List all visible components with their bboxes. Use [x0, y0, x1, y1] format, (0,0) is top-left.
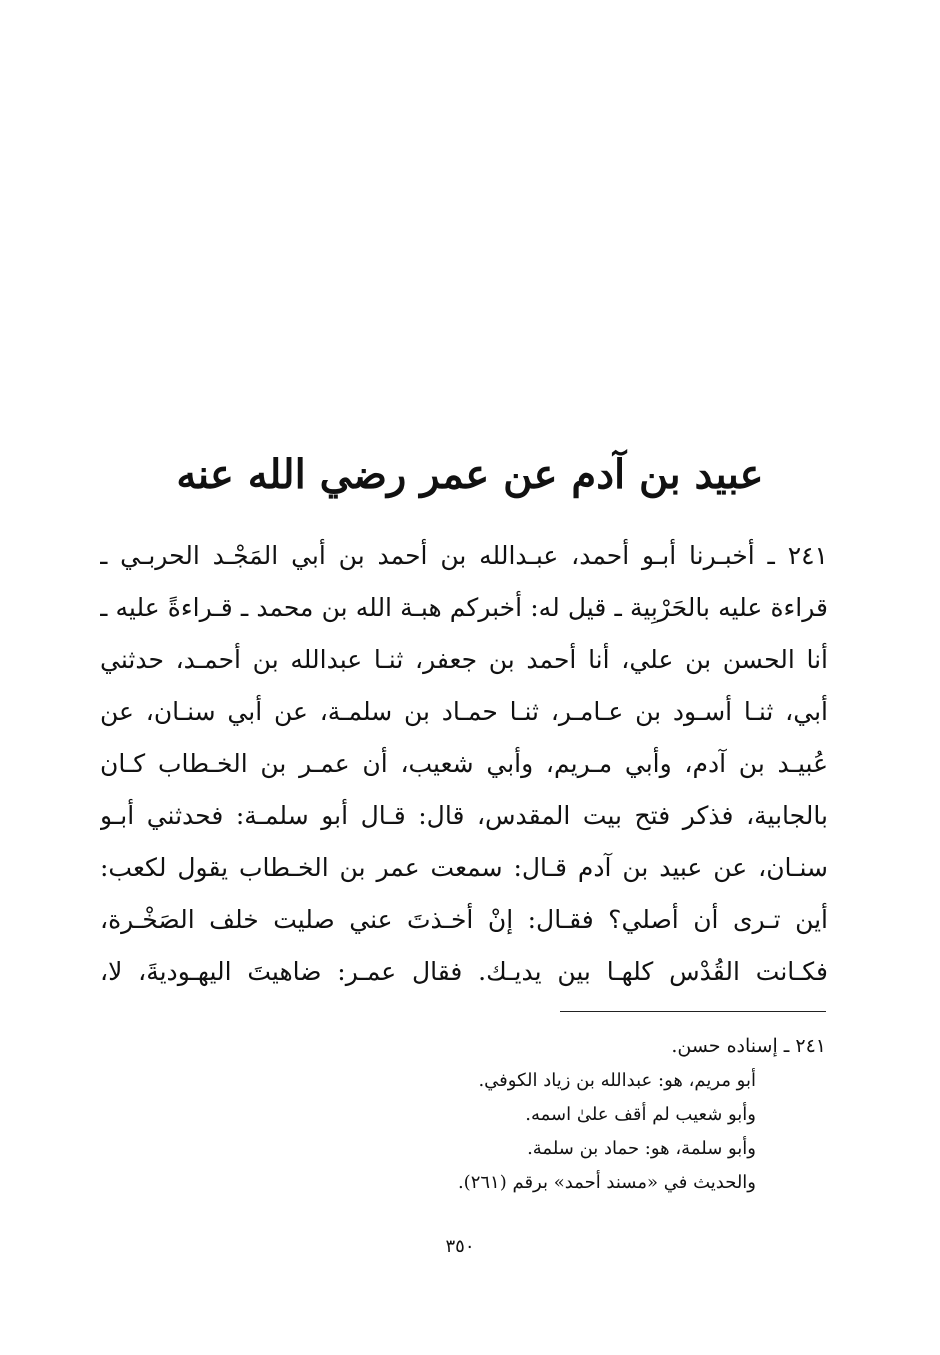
- text-line: أنا الحسن بن علي، أنا أحمد بن جعفر، ثنـا عبدالله بن أحمـد، حدثني: [100, 645, 828, 674]
- text-line: أين تـرى أن أصلي؟ فقـال: إنْ أخـذتَ عني صليت خلف الصَخْـرة،: [100, 905, 828, 934]
- footnote-separator: [560, 1011, 826, 1012]
- text-line: عُبيـد بن آدم، وأبي مـريم، وأبي شعيب، أن عمـر بن الخـطاب كـان: [100, 749, 828, 778]
- footnote-line: والحديث في «مسند أحمد» برقم (٢٦١).: [457, 1172, 756, 1193]
- page-number: ٣٥٠: [445, 1236, 475, 1257]
- text-line: بالجابية، فذكر فتح بيت المقدس، قال: قـال أبو سلمـة: فحدثني أبـو: [100, 801, 828, 830]
- footnote-line: وأبو شعيب لم أقف علىٰ اسمه.: [525, 1104, 756, 1125]
- footnote-heading: ٢٤١ ـ إسناده حسن.: [671, 1035, 826, 1057]
- footnotes: [300, 1028, 826, 1200]
- chapter-title: عبيد بن آدم عن عمر رضي الله عنه: [176, 451, 764, 498]
- footnote-line: وأبو سلمة، هو: حماد بن سلمة.: [527, 1138, 756, 1159]
- text-line: فكـانت القُدْس كلهـا بين يديـك. فقال عمـر: ضاهيتَ اليهـوديةَ، لا،: [100, 957, 828, 986]
- text-line: سنـان، عن عبيد بن آدم قـال: سمعت عمر بن الخـطاب يقول لكعب:: [100, 853, 828, 882]
- text-line: أبي، ثنـا أسـود بن عـامـر، ثنـا حمـاد بن سلمـة، عن أبي سنـان، عن: [100, 697, 828, 726]
- footnote-line: أبو مريم، هو: عبدالله بن زياد الكوفي.: [478, 1070, 756, 1091]
- hadith-text: [100, 530, 828, 998]
- text-line: قراءة عليه بالحَرْبِية ـ قيل له: أخبركم هبـة الله بن محمد ـ قـراءةً عليه ـ: [100, 593, 828, 622]
- text-line: ٢٤١ ـ أخبـرنا أبـو أحمد، عبـدالله بن أحمد بن أبي المَجْـد الحربـي ـ: [100, 541, 828, 570]
